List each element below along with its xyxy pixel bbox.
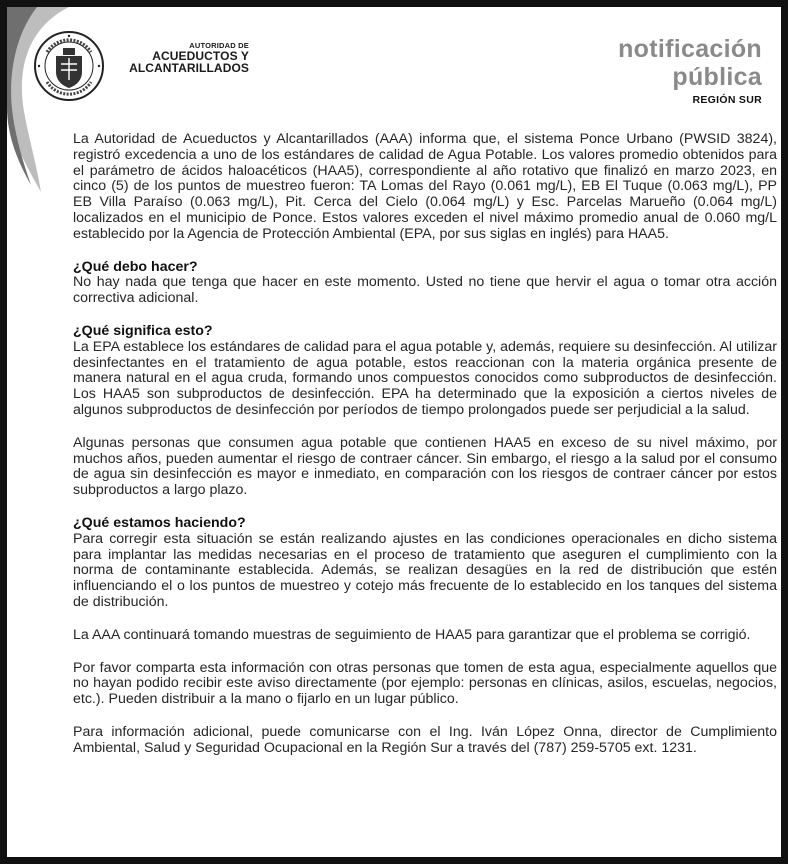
agency-logo (119, 41, 249, 74)
agency-name-line1: ACUEDUCTOS Y (152, 49, 249, 63)
q1-heading: ¿Qué debo hacer? (73, 258, 198, 275)
share-paragraph: Por favor comparta esta información con otras personas que tomen de esta agua, especialmente aquellos que no hayan podido recibir este aviso directamente (por ejemplo: personas en clínicas, asilos, escuelas, negocios, etc.). Pueden distribuir a la mano o fijarlo en un lugar público. (73, 659, 777, 708)
puerto-rico-seal-icon (33, 30, 105, 102)
q1-paragraph: No hay nada que tenga que hacer en este momento. Usted no tiene que hervir el agua o tomar otra acción correctiva adicional. (73, 274, 777, 307)
q2-heading: ¿Qué significa esto? (73, 322, 213, 339)
notice-header (618, 35, 762, 106)
title-line2: pública (672, 63, 762, 91)
monitor-paragraph: La AAA continuará tomando muestras de seguimiento de HAA5 para garantizar que el problema se corrigió. (73, 626, 751, 643)
agency-prefix: AUTORIDAD DE (189, 41, 249, 50)
q2-paragraph: La EPA establece los estándares de calidad para el agua potable y, además, requiere su desinfección. Al utilizar desinfectantes en el tratamiento de agua potable, estos reaccionan con la materia orgánica presente de manera natural en el agua cruda, formando unos compuestos conocidos como subproductos de desinfección. Los HAA5 son subproductos de desinfección. EPA ha determinado que la exposición a ciertos niveles de algunos subproductos de desinfección por períodos de tiempo prolongados puede ser perjudicial a la salud. (73, 338, 777, 418)
region-label: REGIÓN SUR (692, 94, 762, 106)
agency-name-line2: ALCANTARILLADOS (129, 61, 249, 75)
contact-paragraph: Para información adicional, puede comunicarse con el Ing. Iván López Onna, director de Cumplimiento Ambiental, Salud y Seguridad Ocupacional en la Región Sur a través del (787) 259-5705 ext. 1231. (73, 723, 777, 756)
intro-paragraph: La Autoridad de Acueductos y Alcantarillados (AAA) informa que, el sistema Ponce Urbano (PWSID 3824), registró excedencia a uno de los estándares de calidad de Agua Potable. Los valores promedio obtenidos para el parámetro de ácidos haloacéticos (HAA5), correspondiente al año rotativo que finalizó en marzo 2023, en cinco (5) de los puntos de muestreo fueron: TA Lomas del Rayo (0.061 mg/L), EB El Tuque (0.063 mg/L), PP EB Villa Paraíso (0.063 mg/L), Pit. Cerca del Cielo (0.064 mg/L) y Esc. Parcelas Marueño (0.064 mg/L) localizados en el municipio de Ponce. Estos valores exceden el nivel máximo promedio anual de 0.060 mg/L establecido por la Agencia de Protección Ambiental (EPA, por sus siglas en inglés) para HAA5. (73, 131, 777, 242)
notice-body (73, 132, 777, 757)
q2-paragraph-2: Algunas personas que consumen agua potable que contienen HAA5 en exceso de su nivel máximo, por muchos años, pueden aumentar el riesgo de contraer cáncer. Sin embargo, el riesgo a la salud por el consumo de agua sin desinfección es mayor e inmediato, en comparación con los riesgos de contraer cáncer por estos subproductos a largo plazo. (73, 434, 777, 499)
title-line1: notificación (618, 35, 762, 63)
q3-heading: ¿Qué estamos haciendo? (73, 514, 246, 531)
q3-paragraph: Para corregir esta situación se están realizando ajustes en las condiciones operacionales en dicho sistema para implantar las medidas necesarias en el proceso de tratamiento que aseguren el cumplimiento con la norma de contaminante establecida. Además, se realizan desagües en la red de distribución que estén influenciando el o los puntos de muestreo y cotejo más frecuente de lo establecido en los tanques del sistema de distribución. (73, 530, 777, 610)
